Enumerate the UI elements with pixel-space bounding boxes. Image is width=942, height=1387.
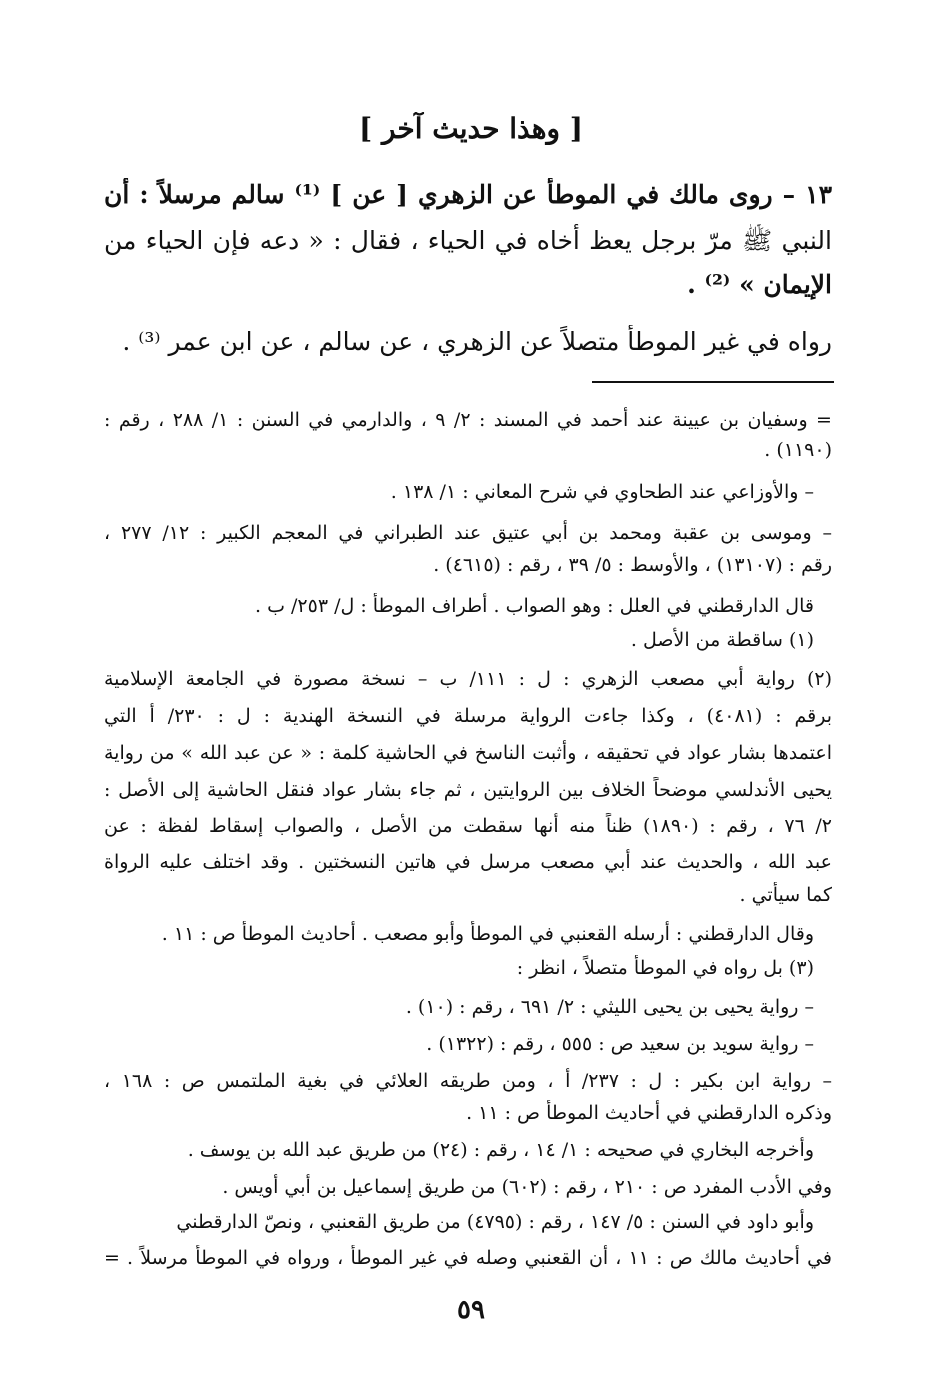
- footnote-line: – رواية سويد بن سعيد ص : ٥٥٥ ، رقم : (١٣٢٢) .: [426, 1033, 814, 1055]
- footnote-line: في أحاديث مالك ص : ١١ ، أن القعنبي وصله في غير الموطأ ، ورواه في الموطأ مرسلاً . =: [104, 1247, 832, 1269]
- hadith-line-2: النبي ﷺ مرّ برجل يعظ أخاه في الحياء ، فقال : « دعه فإن الحياء من: [104, 226, 832, 255]
- footnote-line: (٢) رواية أبي مصعب الزهري : ل : ١١١/ ب – نسخة مصورة في الجامعة الإسلامية: [104, 668, 832, 690]
- footnote-line: اعتمدها بشار عواد في تحقيقه ، وأثبت الناسخ في الحاشية كلمة : « عن عبد الله » من رواية: [104, 742, 832, 764]
- section-heading: [ وهذا حديث آخر ]: [358, 112, 584, 145]
- footnote-line: (١١٩٠) .: [764, 439, 832, 461]
- footnote-line: عبد الله ، والحديث عند أبي مصعب مرسل في هاتين النسختين . وقد اختلف عليه الرواة: [104, 851, 832, 873]
- footnote-line: وأبو داود في السنن : ٥/ ١٤٧ ، رقم : (٤٧٩٥) من طريق القعنبي ، ونصّ الدارقطني: [176, 1211, 814, 1233]
- hadith-line-3: الإيمان » ⁽²⁾ .: [687, 270, 832, 299]
- footnote-line: – وموسى بن عقبة ومحمد بن أبي عتيق عند الطبراني في المعجم الكبير : ١٢/ ٢٧٧ ،: [104, 522, 832, 544]
- footnote-line: وفي الأدب المفرد ص : ٢١٠ ، رقم : (٦٠٢) من طريق إسماعيل بن أبي أويس .: [222, 1176, 832, 1198]
- footnote-line: وقال الدارقطني : أرسله القعنبي في الموطأ وأبو مصعب . أحاديث الموطأ ص : ١١ .: [161, 923, 814, 945]
- footnote-line: قال الدارقطني في العلل : وهو الصواب . أطراف الموطأ : ل/ ٢٥٣/ ب .: [255, 595, 814, 617]
- footnote-line: (٣) بل رواه في الموطأ متصلاً ، انظر :: [516, 957, 814, 979]
- footnote-line: برقم : (٤٠٨١) ، وكذا جاءت الرواية مرسلة في النسخة الهندية : ل : ٢٣٠/ أ التي: [104, 705, 832, 727]
- footnote-line: (١) ساقطة من الأصل .: [630, 629, 814, 651]
- footnote-line: – رواية ابن بكير : ل : ٢٣٧/ أ ، ومن طريقه العلائي في بغية الملتمس ص : ١٦٨ ،: [104, 1070, 832, 1092]
- page-number: ٥٩: [457, 1295, 485, 1325]
- footnote-line: يحيى الأندلسي موضحاً الخلاف بين الروايتين ، ثم جاء بشار عواد فنقل الحاشية إلى الأصل :: [104, 779, 832, 801]
- footnote-line: – رواية يحيى بن يحيى الليثي : ٢/ ٦٩١ ، رقم : (١٠) .: [405, 996, 814, 1018]
- footnote-line: = وسفيان بن عيينة عند أحمد في المسند : ٢/ ٩ ، والدارمي في السنن : ١/ ٢٨٨ ، رقم :: [104, 409, 832, 431]
- hadith-line-1: ١٣ – روى مالك في الموطأ عن الزهري [ عن ] ⁽¹⁾ سالم مرسلاً : أن: [104, 180, 832, 209]
- hadith-line-4: رواه في غير الموطأ متصلاً عن الزهري ، عن سالم ، عن ابن عمر ⁽³⁾ .: [122, 327, 832, 356]
- footnote-line: كما سيأتي .: [739, 884, 832, 906]
- footnote-line: رقم : (١٣١٠٧) ، والأوسط : ٥/ ٣٩ ، رقم : (٤٦١٥) .: [433, 554, 832, 576]
- footnote-line: وذكره الدارقطني في أحاديث الموطأ ص : ١١ .: [466, 1102, 832, 1124]
- footnote-line: وأخرجه البخاري في صحيحه : ١/ ١٤ ، رقم : (٢٤) من طريق عبد الله بن يوسف .: [187, 1139, 814, 1161]
- footnote-line: – والأوزاعي عند الطحاوي في شرح المعاني : ١/ ١٣٨ .: [390, 481, 814, 503]
- footnote-divider: [592, 381, 834, 383]
- footnote-line: ٢/ ٧٦ ، رقم : (١٨٩٠) ظناً منه أنها سقطت من الأصل ، والصواب إسقاط لفظة : عن: [104, 815, 832, 837]
